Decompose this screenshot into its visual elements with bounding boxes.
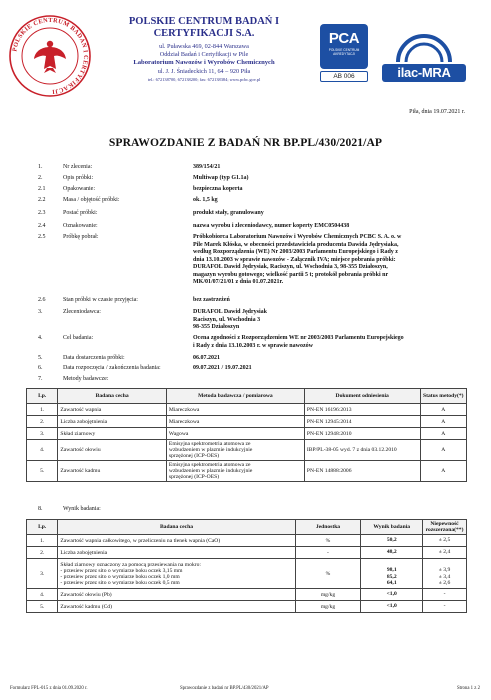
pca-logo-subtitle: POLSKIE CENTRUM AKREDYTACJI — [328, 48, 360, 56]
ilac-emblem-icon — [382, 34, 466, 94]
tested-property-line: Zawartość kadmu (Cd) — [60, 603, 112, 610]
row-number: 3. — [27, 559, 58, 589]
address-line: ul. Puławska 469, 02-844 Warszawa — [159, 43, 249, 50]
field-label: Data rozpoczęcia / zakończenia badania: — [63, 365, 161, 371]
field-label: Opis próbki: — [63, 175, 94, 181]
test-method-line: sprzężonej (ICP-OES) — [168, 453, 220, 459]
tested-property-line: Liczba zobojętnienia — [60, 549, 108, 556]
letterhead — [104, 16, 304, 84]
results-row — [27, 559, 467, 589]
tested-property — [58, 589, 295, 601]
uncertainty-line: ± 3,9 — [438, 567, 451, 573]
tested-property — [58, 547, 295, 559]
row-number: 4. — [27, 589, 58, 601]
field-value-line: 09.07.2021 / 19.07.2021 — [193, 365, 252, 371]
field-value — [193, 223, 468, 231]
test-result — [361, 589, 423, 601]
tested-property-line: - przesiew przez sito o wymiarze boku oczek 3,15 mm — [60, 567, 183, 574]
test-method-line: sprzężonej (ICP-OES) — [168, 474, 220, 480]
field-value — [193, 365, 468, 373]
field-value-line: bezpieczna koperta — [193, 186, 243, 192]
results-row — [27, 547, 467, 559]
row-number: 5. — [27, 601, 58, 613]
test-result-line: 64,1 — [386, 580, 397, 586]
branch-line: Oddział Badań i Certyfikacji w Pile — [159, 51, 249, 59]
tested-property-line: - przesiew przez sito o wymiarze boku oczek 0,5 mm — [60, 579, 180, 586]
methods-row — [27, 440, 467, 461]
field-value-line: Próbkobiorca Laboratorium Nawozów i Wyrobów Chemicznych PCBC S. A. o. w — [193, 234, 402, 240]
field-value-line: bez zastrzeżeń — [193, 297, 230, 303]
accreditation-number: AB 006 — [320, 71, 368, 82]
field-number: 2.1 — [38, 186, 46, 192]
field-number: 2.6 — [38, 297, 46, 303]
field-value-line: Raciszyn, ul. Wschodnia 3 — [193, 316, 261, 323]
field-value — [193, 234, 468, 287]
row-number: 2. — [27, 547, 58, 559]
row-number: 5. — [27, 461, 58, 482]
field-number: 2.4 — [38, 223, 46, 229]
row-number: 1. — [27, 404, 58, 416]
tested-property: Skład ziarnowy — [58, 428, 167, 440]
reference-document: PN-EN 12948:2010 — [304, 428, 420, 440]
expanded-uncertainty — [423, 547, 467, 559]
tested-property — [58, 559, 295, 589]
field-value-line: DURAFOL Dawid Jędrysiak, Raciszyn, ul. Wschodnia 3, 98-355 Działoszyn, — [193, 264, 388, 270]
test-result — [361, 559, 423, 589]
method-status: A — [420, 461, 467, 482]
field-value-line: 98-355 Działoszyn — [193, 324, 240, 330]
test-result-line: 48,2 — [386, 549, 397, 556]
results-header-cell: Jednostka — [295, 520, 361, 535]
field-number: 2. — [38, 175, 43, 181]
field-value-line: i Rady z dnia 13.10.2003 r. w sprawie nawozów — [193, 342, 313, 349]
field-value — [193, 297, 468, 305]
field-value-line: produkt stały, granulowany — [193, 210, 264, 216]
methods-table — [26, 388, 467, 482]
results-header-cell: Niepewność rozszerzona(**) — [423, 520, 467, 535]
report-title: SPRAWOZDANIE Z BADAŃ NR BP.PL/430/2021/AP — [108, 136, 383, 149]
tested-property: Zawartość ołowiu — [58, 440, 167, 461]
tested-property-line: Zawartość wapnia całkowitego, w przeliczeniu na tlenek wapnia (CaO) — [60, 537, 221, 544]
row-number: 2. — [27, 416, 58, 428]
uncertainty-line: - — [443, 603, 446, 610]
field-value-line: ok. 1,5 kg — [193, 197, 218, 203]
tested-property — [58, 601, 295, 613]
results-row — [27, 601, 467, 613]
field-value — [193, 335, 468, 350]
ilac-logo-text: ilac-MRA — [397, 65, 451, 80]
results-row — [27, 589, 467, 601]
test-method — [166, 461, 304, 482]
test-result-line: 98,1 — [386, 567, 397, 573]
org-name-line-2: CERTYFIKACJI S.A. — [153, 28, 255, 39]
row-number: 1. — [27, 535, 58, 547]
results-table — [26, 519, 467, 613]
test-method-line: Wagowa — [168, 430, 189, 437]
results-header-cell: Lp. — [27, 520, 58, 535]
field-number: 4. — [38, 335, 43, 341]
field-label: Cel badania: — [63, 335, 94, 341]
test-method — [166, 440, 304, 461]
results-table-header — [27, 520, 467, 535]
test-method-line: Miareczkowa — [168, 418, 200, 425]
uncertainty-line: - — [443, 591, 446, 598]
tested-property-line: Skład ziarnowy oznaczony za pomocą przesiewania na mokro: — [60, 561, 201, 568]
field-label: Wynik badania: — [63, 506, 101, 512]
pcbc-seal — [8, 14, 92, 98]
lab-address-line: ul. J. J. Śniadeckich 11, 64 – 920 Piła — [157, 67, 251, 75]
field-value-line: DURAFOL Dawid Jędrysiak — [193, 309, 268, 315]
results-row — [27, 535, 467, 547]
expanded-uncertainty — [423, 535, 467, 547]
methods-header-cell: Status metody(*) — [420, 389, 467, 404]
field-label: Metody badawcze: — [63, 376, 109, 382]
place-date: Piła, dnia 19.07.2021 r. — [409, 109, 465, 115]
contact-line: tel.: 672138700, 672138200; fax: 672138384; www.pcbc.gov.pl — [147, 76, 261, 82]
field-label: Postać próbki: — [63, 210, 98, 216]
field-value — [193, 210, 468, 218]
field-value-line: Pile Marek Kłóska, w obecności przedstawiciela producenta Dawida Jędrysiaka, — [193, 241, 399, 248]
reference-document: PN-EN 16196:2013 — [304, 404, 420, 416]
pca-accreditation-logo — [320, 24, 368, 99]
methods-header-cell: Dokument odniesienia — [304, 389, 420, 404]
org-name-line-1: POLSKIE CENTRUM BADAŃ I — [128, 16, 280, 27]
field-value-line: dnia 13.10.2003 w sprawie nawozów - Załącznik IVA; miejsce pobrania próbki: — [193, 256, 396, 263]
unit: % — [295, 559, 361, 589]
ilac-mra-logo — [382, 34, 466, 94]
results-header-cell: Badana cecha — [58, 520, 295, 535]
methods-header-cell: Lp. — [27, 389, 58, 404]
tested-property-line: - przesiew przez sito o wymiarze boku oczek 1,0 mm — [60, 573, 180, 580]
field-number: 2.3 — [38, 210, 46, 216]
field-number: 2.2 — [38, 197, 46, 203]
eagle-icon — [34, 41, 66, 73]
test-method-line: wzbudzeniem w plazmie indukcyjnie — [168, 468, 253, 474]
field-value — [193, 164, 468, 172]
footer-report-number: Sprawozdanie z badań nr BP.PL/430/2021/AP — [180, 686, 269, 691]
tested-property-line: Zawartość ołowiu (Pb) — [60, 591, 112, 598]
method-status: A — [420, 428, 467, 440]
field-value-line: 389/154/21 — [193, 164, 221, 170]
field-label: Oznakowanie: — [63, 223, 98, 229]
field-value-line: nazwa wyrobu i zleceniodawcy, numer koperty EMC0504438 — [193, 223, 350, 229]
unit: mg/kg — [295, 601, 361, 613]
row-number: 4. — [27, 440, 58, 461]
test-result-line: 50,2 — [386, 537, 397, 544]
test-result-line: <1,0 — [386, 603, 397, 610]
unit: mg/kg — [295, 589, 361, 601]
test-method-line: Emisyjna spektrometria atomowa ze — [168, 441, 251, 447]
field-value-line: magazyn wyrobu gotowego; wielkość partii 5 t; protokół pobrania próbki nr — [193, 271, 389, 278]
reference-document: PN-EN 12945:2014 — [304, 416, 420, 428]
test-result — [361, 601, 423, 613]
field-number: 8. — [38, 506, 43, 512]
field-number: 3. — [38, 309, 43, 315]
methods-table-header — [27, 389, 467, 404]
test-method-line: Emisyjna spektrometria atomowa ze — [168, 462, 251, 468]
uncertainty-line: ± 2,6 — [438, 580, 451, 586]
field-value — [193, 186, 468, 194]
field-number: 1. — [38, 164, 43, 170]
methods-row — [27, 461, 467, 482]
test-result — [361, 535, 423, 547]
results-heading — [0, 506, 491, 514]
uncertainty-line: ± 3,4 — [438, 573, 451, 580]
reference-document: IBP/PL-38-05 wyd. 7 z dnia 03.12.2010 — [304, 440, 420, 461]
field-value-line: według Rozporządzenia (WE) Nr 2003/2003 Parlamentu Europejskiego i Rady z — [193, 249, 398, 255]
methods-row — [27, 404, 467, 416]
tested-property — [58, 535, 295, 547]
field-value-line: 06.07.2021 — [193, 355, 220, 361]
method-status: A — [420, 404, 467, 416]
methods-header-cell: Metoda badawcza / pomiarowa — [166, 389, 304, 404]
field-number: 7. — [38, 376, 43, 382]
test-method-line: wzbudzeniem w plazmie indukcyjnie — [168, 447, 253, 453]
test-method — [166, 404, 304, 416]
field-value — [193, 309, 468, 332]
field-label: Opakowanie: — [63, 186, 95, 192]
tested-property: Liczba zobojętnienia — [58, 416, 167, 428]
test-result-line: 85,2 — [386, 573, 397, 580]
field-label: Stan próbki w czasie przyjęcia: — [63, 297, 138, 303]
uncertainty-line: ± 2,5 — [438, 537, 451, 544]
seal-text: POLSKIE CENTRUM BADAŃ I CERTYFIKACJI — [11, 16, 90, 95]
methods-row — [27, 416, 467, 428]
reference-document: PN-EN 14888:2006 — [304, 461, 420, 482]
field-label: Masa / objętość próbki: — [63, 197, 120, 203]
field-label: Nr zlecenia: — [63, 164, 93, 170]
pca-logo-text: PCA — [328, 30, 360, 47]
footer-form-code: Formularz FPL-015 z dnia 01.09.2020 r. — [10, 686, 88, 691]
field-number: 2.5 — [38, 234, 46, 240]
expanded-uncertainty — [423, 601, 467, 613]
test-method — [166, 416, 304, 428]
field-value-line: Multiwap (typ G1.1a) — [193, 175, 249, 181]
methods-header-cell: Badana cecha — [58, 389, 167, 404]
expanded-uncertainty — [423, 589, 467, 601]
field-number: 6. — [38, 365, 43, 371]
methods-row — [27, 428, 467, 440]
field-label: Próbkę pobrał: — [63, 234, 99, 240]
method-status: A — [420, 440, 467, 461]
expanded-uncertainty — [423, 559, 467, 589]
tested-property: Zawartość kadmu — [58, 461, 167, 482]
field-value — [193, 175, 468, 183]
field-label: Data dostarczenia próbki: — [63, 355, 125, 361]
footer-page-number: Strona 1 z 2 — [456, 686, 480, 691]
test-result-line: <1,0 — [386, 591, 397, 598]
test-result — [361, 547, 423, 559]
unit: % — [295, 535, 361, 547]
field-value — [193, 355, 468, 363]
row-number: 3. — [27, 428, 58, 440]
field-value — [193, 197, 468, 205]
field-label: Zleceniodawca: — [63, 309, 101, 315]
field-value-line: MK/01/07/21/01 z dnia 01.07.2021r. — [193, 279, 284, 285]
uncertainty-line: ± 2,4 — [438, 549, 451, 556]
tested-property: Zawartość wapnia — [58, 404, 167, 416]
test-method — [166, 428, 304, 440]
unit: - — [295, 547, 361, 559]
test-method-line: Miareczkowa — [168, 406, 200, 413]
field-value-line: Ocena zgodności z Rozporządzeniem WE nr 2003/2003 Parlamentu Europejskiego — [193, 335, 404, 341]
field-number: 5. — [38, 355, 43, 361]
lab-line: Laboratorium Nawozów i Wyrobów Chemicznych — [133, 59, 275, 67]
results-header-cell: Wynik badania — [361, 520, 423, 535]
method-status: A — [420, 416, 467, 428]
